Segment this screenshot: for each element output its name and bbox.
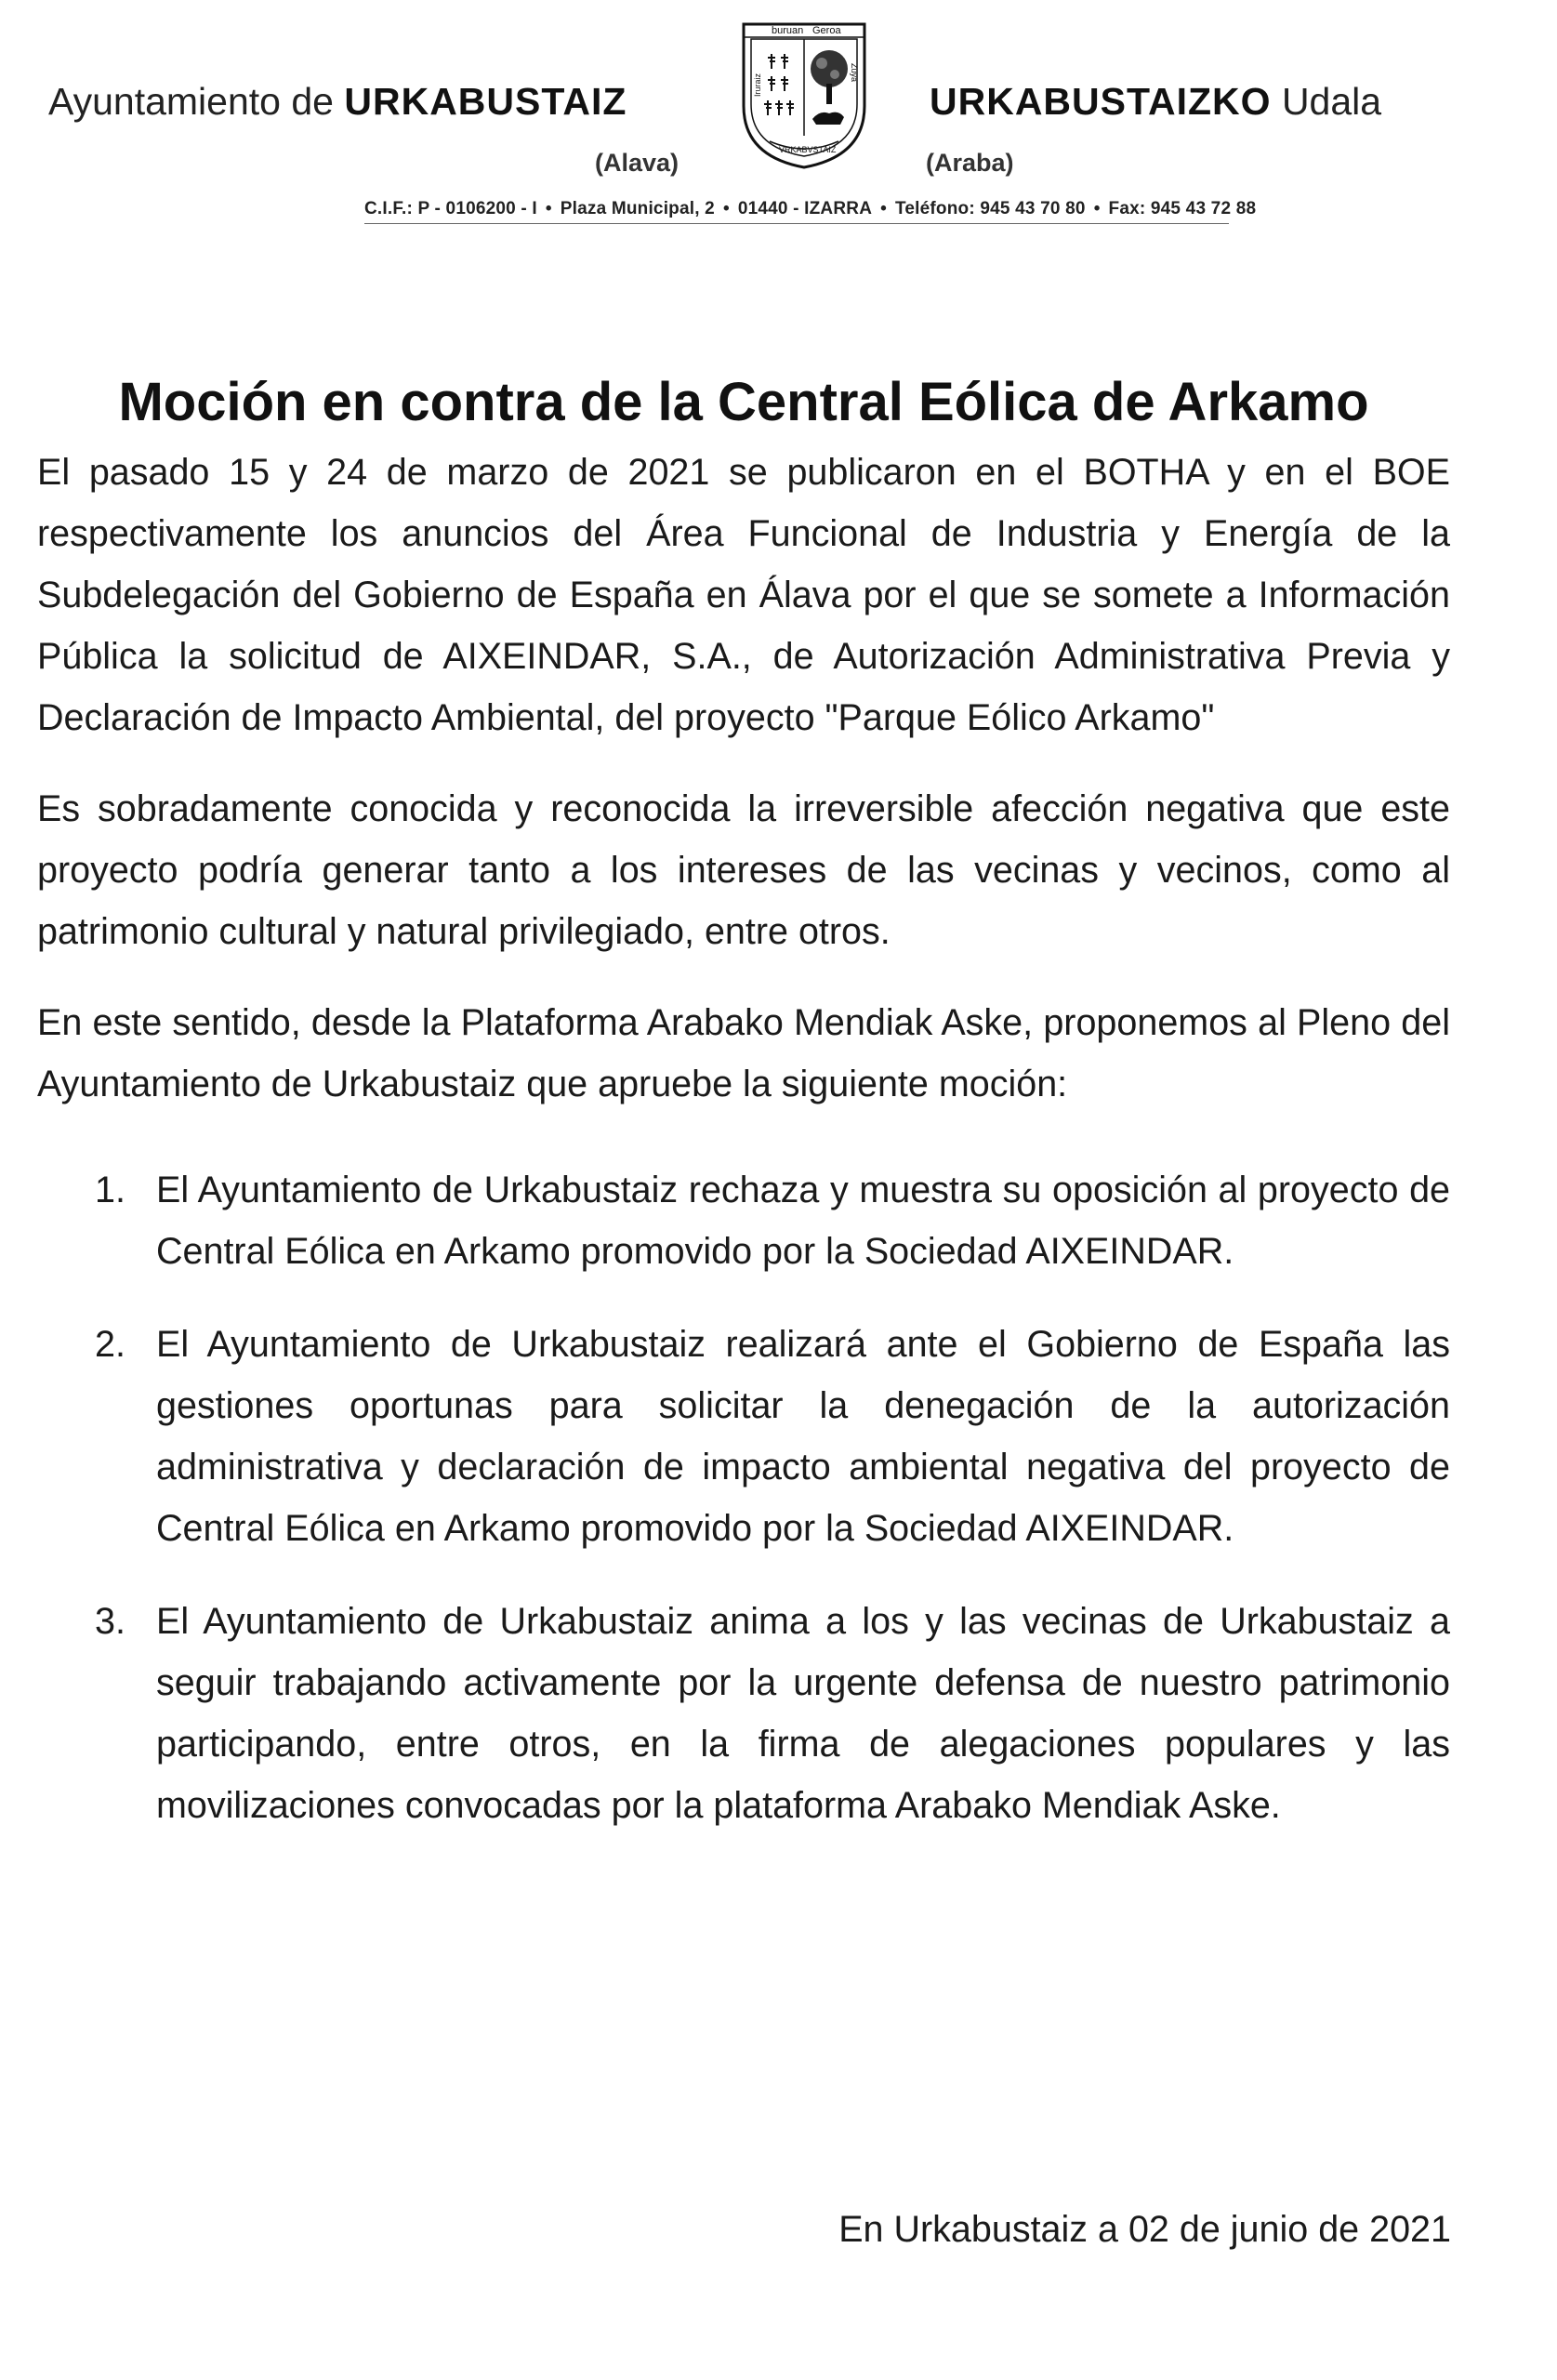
list-item-number: 3. — [95, 1601, 125, 1642]
closing-place-date: En Urkabustaiz a 02 de junio de 2021 — [838, 2209, 1451, 2250]
contact-separator: • — [880, 199, 887, 218]
list-item-number: 1. — [95, 1170, 125, 1210]
contact-separator: • — [722, 199, 730, 218]
letterhead-right-suffix: Udala — [1281, 80, 1382, 123]
crest-text-top-left: buruan — [772, 25, 804, 36]
paragraph-proposal: En este sentido, desde la Plataforma Arabako Mendiak Aske, proponemos al Pleno del Ayuntamiento de Urkabustaiz que apruebe la siguiente moción: — [37, 1002, 1450, 1104]
contact-cif: C.I.F.: P - 0106200 - I — [364, 199, 537, 218]
contact-fax: Fax: 945 43 72 88 — [1108, 199, 1257, 218]
contact-divider — [364, 223, 1229, 224]
motion-list — [37, 1159, 1450, 1836]
contact-address: Plaza Municipal, 2 — [560, 199, 715, 218]
letterhead-basque-name — [930, 80, 1381, 124]
contact-phone: Teléfono: 945 43 70 80 — [894, 199, 1086, 218]
crest-text-bottom: VRKABVSTAIZ — [779, 145, 837, 154]
contact-separator: • — [545, 199, 552, 218]
list-item-text: El Ayuntamiento de Urkabustaiz anima a los y las vecinas de Urkabustaiz a seguir trabajando activamente por la urgente defensa de nuestro patrimonio participando, entre otros, en la firma de alegaciones populares y las movilizaciones convocadas por la plataforma Arabako Mendiak Aske. — [156, 1601, 1450, 1826]
letterhead-right-province: (Araba) — [926, 149, 1014, 177]
document-body — [37, 442, 1450, 1868]
letterhead-left-province: (Alava) — [595, 149, 680, 177]
list-item-number: 2. — [95, 1324, 125, 1365]
municipal-crest-icon — [736, 17, 872, 173]
crest-text-side-right: Zuya — [850, 63, 859, 83]
letterhead-contact-line — [364, 199, 1257, 219]
list-item-text: El Ayuntamiento de Urkabustaiz realizará ante el Gobierno de España las gestiones oportunas para solicitar la denegación de la autorización administrativa y declaración de impacto ambiental negativa del proyecto de Central Eólica en Arkamo promovido por la Sociedad AIXEINDAR. — [156, 1324, 1450, 1549]
letterhead-left-prefix: Ayuntamiento de — [48, 80, 334, 123]
list-item-text: El Ayuntamiento de Urkabustaiz rechaza y muestra su oposición al proyecto de Central Eólica en Arkamo promovido por la Sociedad AIXEINDAR. — [156, 1170, 1450, 1272]
list-item — [37, 1159, 1450, 1282]
contact-postal: 01440 - IZARRA — [737, 199, 873, 218]
paragraph-impact: Es sobradamente conocida y reconocida la irreversible afección negativa que este proyecto podría generar tanto a los intereses de las vecinas y vecinos, como al patrimonio cultural y natural privilegiado, entre otros. — [37, 788, 1450, 952]
letterhead-left-name: URKABUSTAIZ — [344, 80, 627, 123]
document-title: Moción en contra de la Central Eólica de Arkamo — [118, 371, 1369, 432]
list-item — [37, 1591, 1450, 1836]
contact-separator: • — [1093, 199, 1101, 218]
crest-text-side-left: Iruraiz — [753, 73, 762, 97]
letterhead-spanish-name — [48, 80, 627, 124]
letterhead — [0, 0, 1557, 242]
paragraph-intro: El pasado 15 y 24 de marzo de 2021 se publicaron en el BOTHA y en el BOE respectivamente los anuncios del Área Funcional de Industria y Energía de la Subdelegación del Gobierno de España en Álava por el que se somete a Información Pública la solicitud de AIXEINDAR, S.A., de Autorización Administrativa Previa y Declaración de Impacto Ambiental, del proyecto "Parque Eólico Arkamo" — [37, 452, 1450, 738]
list-item — [37, 1314, 1450, 1559]
letterhead-right-name: URKABUSTAIZKO — [930, 80, 1272, 123]
crest-text-top-right: Geroa — [812, 25, 841, 36]
